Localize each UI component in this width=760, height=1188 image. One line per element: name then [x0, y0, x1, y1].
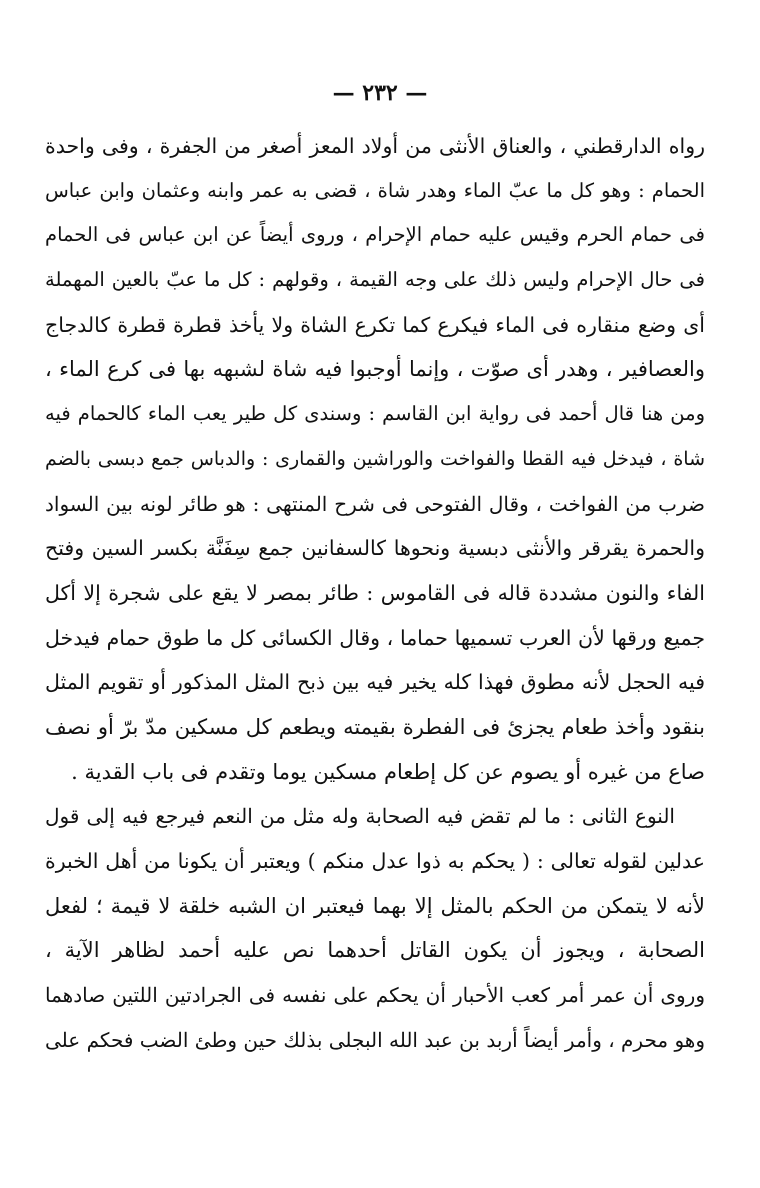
- text-line-6: والعصافير ، وهدر أى صوّت ، وإنما أوجبوا فيه شاة لشبهه بها فى كرع الماء ،: [45, 357, 705, 382]
- text-line-5: أى وضع منقاره فى الماء فيكرع كما تكرع الشاة ولا يأخذ قطرة قطرة كالدجاج: [45, 312, 705, 337]
- text-line-8: شاة ، فيدخل فيه القطا والفواخت والوراشين والقمارى : والدباس جمع دبسى بالضم: [45, 447, 705, 470]
- text-line-7: ومن هنا قال أحمد فى رواية ابن القاسم : وسندى كل طير يعب الماء كالحمام فيه: [45, 402, 705, 426]
- page-number: — ٢٣٢ —: [332, 80, 428, 106]
- text-line-16: النوع الثانى : ما لم تقض فيه الصحابة وله مثل من النعم فيرجع فيه إلى قول: [45, 804, 675, 829]
- text-line-11: الفاء والنون مشددة قاله فى القاموس : طائر بمصر لا يقع على شجرة إلا أكل: [45, 580, 705, 605]
- text-line-18: لأنه لا يتمكن من الحكم بالمثل إلا بهما فيعتبر ان الشبه خلقة لا قيمة ؛ لفعل: [45, 893, 705, 918]
- text-line-3: فى حمام الحرم وقيس عليه حمام الإحرام ، وروى أيضاً عن ابن عباس فى الحمام: [45, 223, 705, 247]
- text-line-9: ضرب من الفواخت ، وقال الفتوحى فى شرح المنتهى : هو طائر لونه بين السواد: [45, 491, 705, 516]
- text-line-15: صاع من غيره أو يصوم عن كل إطعام مسكين يوما وتقدم فى باب القدية .: [71, 759, 705, 784]
- text-line-13: فيه الحجل لأنه مطوق فهذا كله يخير فيه بين ذبح المثل المذكور أو تقويم المثل: [45, 670, 705, 695]
- text-line-1: رواه الدارقطني ، والعناق الأنثى من أولاد المعز أصغر من الجفرة ، وفى واحدة: [45, 134, 705, 158]
- text-line-2: الحمام : وهو كل ما عبّ الماء وهدر شاة ، قضى به عمر وابنه وعثمان وابن عباس: [45, 178, 705, 202]
- body-text: [45, 124, 705, 1062]
- text-line-19: الصحابة ، ويجوز أن يكون القاتل أحدهما نص عليه أحمد لظاهر الآية ،: [45, 938, 705, 963]
- text-line-12: جميع ورقها لأن العرب تسميها حماما ، وقال الكسائى كل ما طوق حمام فيدخل: [45, 625, 705, 650]
- text-line-14: بنقود وأخذ طعام يجزئ فى الفطرة بقيمته ويطعم كل مسكين مدّ برّ أو نصف: [45, 714, 705, 739]
- text-line-10: والحمرة يقرقر والأنثى دبسية ونحوها كالسفانين جمع سِفَنَّة بكسر السين وفتح: [45, 536, 705, 561]
- text-line-4: فى حال الإحرام وليس ذلك على وجه القيمة ، وقولهم : كل ما عبّ بالعين المهملة: [45, 268, 705, 292]
- text-line-17: عدلين لقوله تعالى : ( يحكم به ذوا عدل منكم ) ويعتبر أن يكونا من أهل الخبرة: [45, 849, 705, 873]
- text-line-21: وهو محرم ، وأمر أيضاً أربد بن عبد الله البجلى بذلك حين وطئ الضب فحكم على: [45, 1027, 705, 1052]
- text-line-20: وروى أن عمر أمر كعب الأحبار أن يحكم على نفسه فى الجرادتين اللتين صادهما: [45, 983, 705, 1008]
